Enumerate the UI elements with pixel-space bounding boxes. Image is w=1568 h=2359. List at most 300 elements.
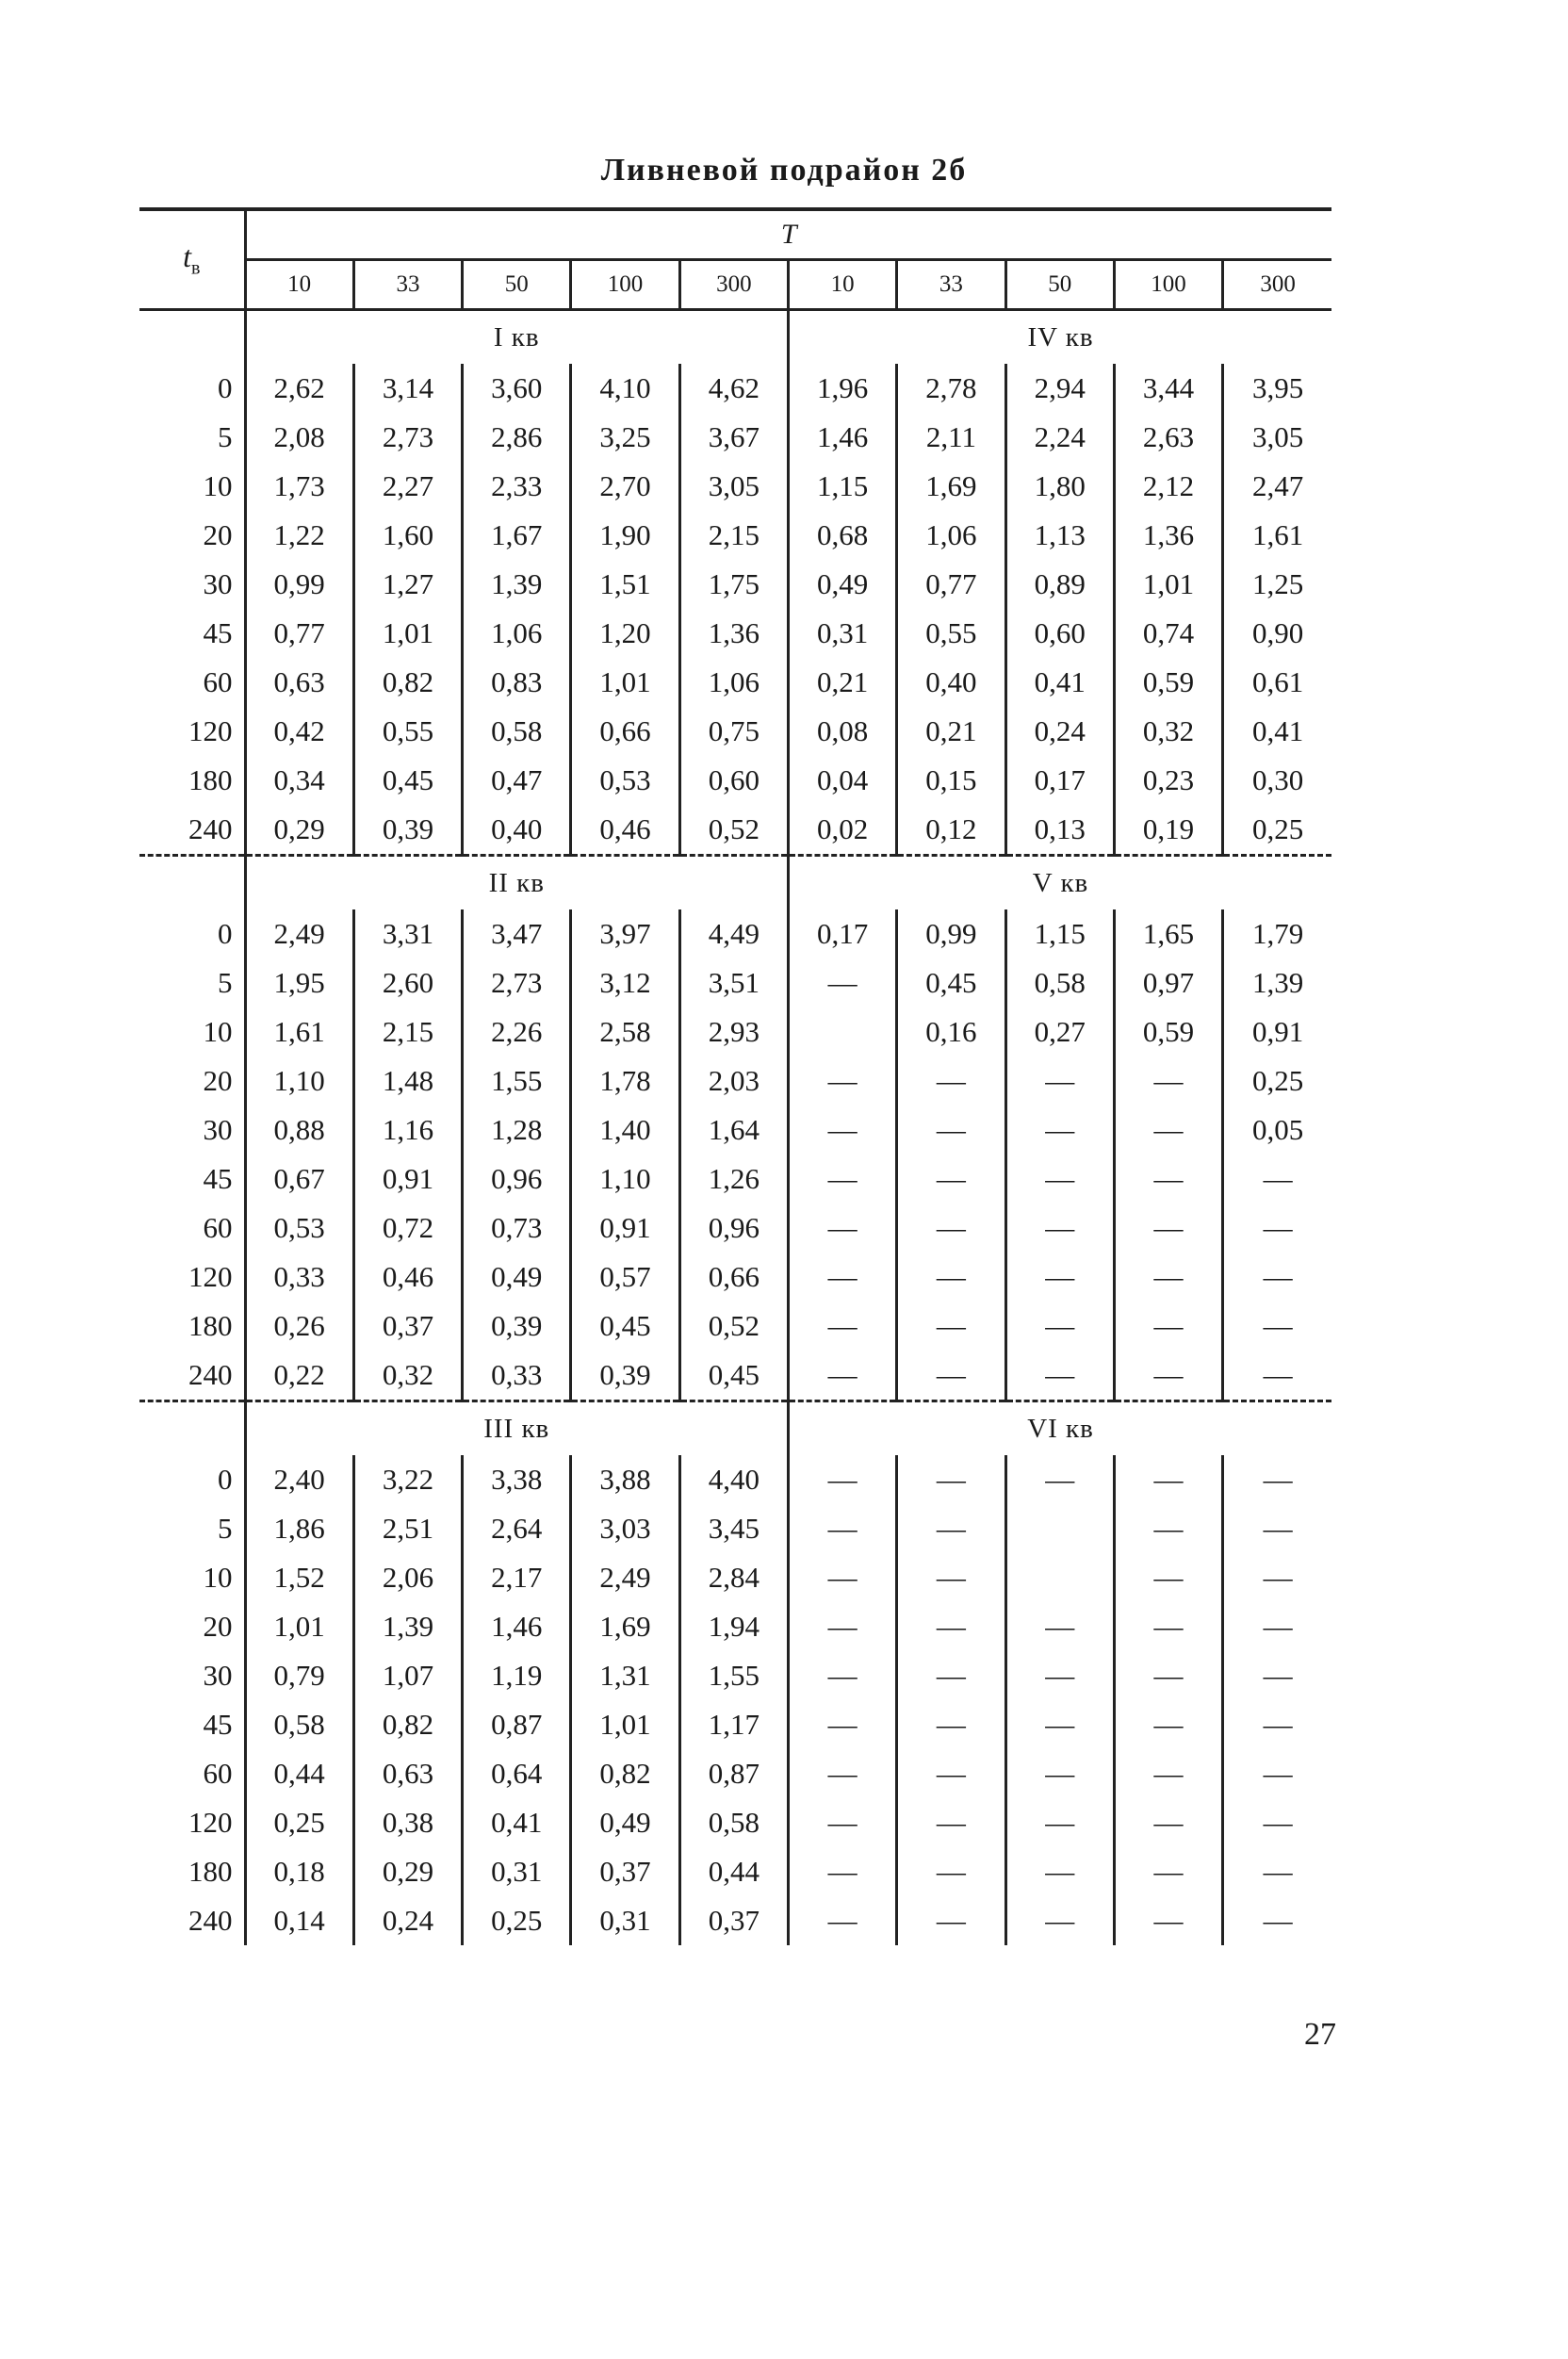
value-cell: 0,89 bbox=[1005, 560, 1114, 609]
value-cell: 0,23 bbox=[1114, 756, 1222, 805]
value-cell: 1,27 bbox=[353, 560, 462, 609]
value-cell: 1,78 bbox=[571, 1057, 679, 1106]
value-cell: — bbox=[788, 1204, 896, 1253]
value-cell: 0,53 bbox=[245, 1204, 353, 1253]
value-cell: 0,79 bbox=[245, 1651, 353, 1700]
value-cell: — bbox=[788, 1553, 896, 1602]
value-cell: 0,40 bbox=[897, 658, 1005, 707]
header-row-group bbox=[139, 209, 1331, 260]
section-spacer bbox=[139, 856, 245, 910]
value-cell: 2,49 bbox=[571, 1553, 679, 1602]
duration-cell: 60 bbox=[203, 665, 233, 698]
value-cell: 0,83 bbox=[463, 658, 571, 707]
value-cell: — bbox=[1005, 1351, 1114, 1401]
value-cell: 0,12 bbox=[897, 805, 1005, 856]
value-cell: — bbox=[788, 958, 896, 1007]
value-cell: 0,49 bbox=[788, 560, 896, 609]
value-cell: 1,31 bbox=[571, 1651, 679, 1700]
value-cell: 0,59 bbox=[1114, 658, 1222, 707]
value-cell: — bbox=[1005, 1749, 1114, 1798]
return-period-header: 100 bbox=[1114, 260, 1222, 310]
value-cell: 0,15 bbox=[897, 756, 1005, 805]
value-cell: 3,60 bbox=[463, 364, 571, 413]
value-cell: — bbox=[1223, 1798, 1331, 1847]
table-row bbox=[139, 1749, 1331, 1798]
value-cell: 1,46 bbox=[788, 413, 896, 462]
value-cell: 1,55 bbox=[679, 1651, 788, 1700]
table-row bbox=[139, 1553, 1331, 1602]
value-cell: 0,29 bbox=[245, 805, 353, 856]
duration-cell: 60 bbox=[203, 1757, 233, 1790]
value-cell: — bbox=[1114, 1553, 1222, 1602]
value-cell: 0,53 bbox=[571, 756, 679, 805]
value-cell: 0,96 bbox=[463, 1155, 571, 1204]
value-cell: — bbox=[788, 1155, 896, 1204]
value-cell: — bbox=[1223, 1351, 1331, 1401]
value-cell: 1,01 bbox=[571, 658, 679, 707]
duration-cell: 10 bbox=[203, 469, 233, 502]
value-cell: 0,04 bbox=[788, 756, 896, 805]
value-cell: 2,33 bbox=[463, 462, 571, 511]
return-period-header: 33 bbox=[353, 260, 462, 310]
value-cell: 0,49 bbox=[463, 1253, 571, 1302]
duration-cell: 180 bbox=[188, 1855, 233, 1888]
value-cell: — bbox=[897, 1504, 1005, 1553]
value-cell: — bbox=[897, 1651, 1005, 1700]
value-cell: — bbox=[788, 1896, 896, 1945]
value-cell: 1,95 bbox=[245, 958, 353, 1007]
table-row bbox=[139, 1700, 1331, 1749]
table-row bbox=[139, 1253, 1331, 1302]
value-cell: 0,60 bbox=[1005, 609, 1114, 658]
value-cell: 2,93 bbox=[679, 1007, 788, 1057]
value-cell: — bbox=[788, 1455, 896, 1504]
value-cell: 0,67 bbox=[245, 1155, 353, 1204]
table-row bbox=[139, 609, 1331, 658]
duration-cell: 180 bbox=[188, 1309, 233, 1342]
value-cell: 4,62 bbox=[679, 364, 788, 413]
value-cell: 1,19 bbox=[463, 1651, 571, 1700]
value-cell: 0,77 bbox=[897, 560, 1005, 609]
value-cell: 1,06 bbox=[679, 658, 788, 707]
value-cell: — bbox=[1114, 1847, 1222, 1896]
value-cell: — bbox=[1223, 1602, 1331, 1651]
duration-cell: 120 bbox=[188, 1260, 233, 1293]
section-label-right: VI кв bbox=[788, 1401, 1331, 1456]
value-cell: 2,24 bbox=[1005, 413, 1114, 462]
value-cell: — bbox=[1114, 1749, 1222, 1798]
value-cell: 0,29 bbox=[353, 1847, 462, 1896]
table-row bbox=[139, 658, 1331, 707]
value-cell: 0,91 bbox=[571, 1204, 679, 1253]
value-cell: 0,87 bbox=[679, 1749, 788, 1798]
value-cell: — bbox=[788, 1798, 896, 1847]
value-cell: — bbox=[1114, 1798, 1222, 1847]
value-cell: — bbox=[897, 1700, 1005, 1749]
return-period-header: 50 bbox=[1005, 260, 1114, 310]
table-row bbox=[139, 413, 1331, 462]
value-cell: 0,82 bbox=[353, 1700, 462, 1749]
value-cell: 0,02 bbox=[788, 805, 896, 856]
table-row bbox=[139, 1602, 1331, 1651]
value-cell: 0,33 bbox=[245, 1253, 353, 1302]
value-cell: 1,73 bbox=[245, 462, 353, 511]
value-cell: 0,24 bbox=[1005, 707, 1114, 756]
value-cell: 2,08 bbox=[245, 413, 353, 462]
value-cell: — bbox=[1114, 1700, 1222, 1749]
value-cell: — bbox=[788, 1504, 896, 1553]
value-cell: 1,39 bbox=[353, 1602, 462, 1651]
value-cell: — bbox=[1223, 1302, 1331, 1351]
table-header bbox=[139, 209, 1331, 310]
value-cell: 3,05 bbox=[1223, 413, 1331, 462]
value-cell: — bbox=[1005, 1700, 1114, 1749]
value-cell: 2,70 bbox=[571, 462, 679, 511]
value-cell: 0,30 bbox=[1223, 756, 1331, 805]
value-cell: 0,25 bbox=[245, 1798, 353, 1847]
value-cell: 2,27 bbox=[353, 462, 462, 511]
value-cell: 0,75 bbox=[679, 707, 788, 756]
return-period-header: 50 bbox=[463, 260, 571, 310]
section-label-left: III кв bbox=[245, 1401, 788, 1456]
value-cell: 0,26 bbox=[245, 1302, 353, 1351]
row-label-symbol: t bbox=[183, 239, 191, 274]
value-cell: — bbox=[897, 1057, 1005, 1106]
value-cell bbox=[1005, 1504, 1114, 1553]
value-cell: 4,49 bbox=[679, 909, 788, 958]
value-cell: 1,55 bbox=[463, 1057, 571, 1106]
quarter-section-row bbox=[139, 310, 1331, 365]
value-cell: 0,46 bbox=[353, 1253, 462, 1302]
value-cell: 0,99 bbox=[897, 909, 1005, 958]
value-cell: 3,12 bbox=[571, 958, 679, 1007]
value-cell: 0,31 bbox=[571, 1896, 679, 1945]
value-cell: 1,01 bbox=[353, 609, 462, 658]
value-cell: 3,05 bbox=[679, 462, 788, 511]
value-cell: 1,01 bbox=[571, 1700, 679, 1749]
value-cell: 1,07 bbox=[353, 1651, 462, 1700]
value-cell: — bbox=[1005, 1057, 1114, 1106]
table-row bbox=[139, 1351, 1331, 1401]
value-cell: 0,24 bbox=[353, 1896, 462, 1945]
value-cell: — bbox=[1114, 1351, 1222, 1401]
return-period-header: 300 bbox=[1223, 260, 1331, 310]
return-period-header: 10 bbox=[245, 260, 353, 310]
value-cell: — bbox=[788, 1106, 896, 1155]
value-cell: — bbox=[1223, 1504, 1331, 1553]
value-cell: 1,10 bbox=[571, 1155, 679, 1204]
value-cell: 2,11 bbox=[897, 413, 1005, 462]
value-cell: — bbox=[1005, 1253, 1114, 1302]
value-cell: 1,17 bbox=[679, 1700, 788, 1749]
duration-cell: 180 bbox=[188, 763, 233, 796]
value-cell: 1,25 bbox=[1223, 560, 1331, 609]
value-cell: — bbox=[788, 1602, 896, 1651]
value-cell: — bbox=[1114, 1896, 1222, 1945]
value-cell: 0,87 bbox=[463, 1700, 571, 1749]
value-cell: 0,66 bbox=[679, 1253, 788, 1302]
value-cell: 1,28 bbox=[463, 1106, 571, 1155]
duration-cell: 0 bbox=[218, 1463, 233, 1496]
value-cell: 3,47 bbox=[463, 909, 571, 958]
value-cell: 0,22 bbox=[245, 1351, 353, 1401]
value-cell: 0,32 bbox=[353, 1351, 462, 1401]
value-cell: 0,44 bbox=[245, 1749, 353, 1798]
value-cell: 0,91 bbox=[353, 1155, 462, 1204]
value-cell: 0,38 bbox=[353, 1798, 462, 1847]
section-label-left: II кв bbox=[245, 856, 788, 910]
value-cell: — bbox=[1114, 1106, 1222, 1155]
value-cell: — bbox=[897, 1106, 1005, 1155]
duration-cell: 45 bbox=[203, 1162, 233, 1195]
value-cell: — bbox=[1114, 1253, 1222, 1302]
duration-cell: 240 bbox=[188, 1904, 233, 1937]
value-cell: — bbox=[1005, 1302, 1114, 1351]
value-cell: 3,03 bbox=[571, 1504, 679, 1553]
value-cell: 1,01 bbox=[1114, 560, 1222, 609]
value-cell: 1,48 bbox=[353, 1057, 462, 1106]
value-cell: 0,45 bbox=[353, 756, 462, 805]
value-cell: 2,12 bbox=[1114, 462, 1222, 511]
value-cell: 4,10 bbox=[571, 364, 679, 413]
value-cell: — bbox=[788, 1651, 896, 1700]
value-cell: — bbox=[1114, 1204, 1222, 1253]
value-cell: 3,31 bbox=[353, 909, 462, 958]
value-cell: — bbox=[897, 1253, 1005, 1302]
value-cell: 1,90 bbox=[571, 511, 679, 560]
section-label-right: V кв bbox=[788, 856, 1331, 910]
value-cell: 0,25 bbox=[1223, 805, 1331, 856]
duration-cell: 20 bbox=[203, 1064, 233, 1097]
value-cell: 1,36 bbox=[1114, 511, 1222, 560]
table-row bbox=[139, 1651, 1331, 1700]
value-cell: — bbox=[1005, 1847, 1114, 1896]
value-cell: 3,45 bbox=[679, 1504, 788, 1553]
value-cell: — bbox=[1005, 1798, 1114, 1847]
return-period-header: 100 bbox=[571, 260, 679, 310]
value-cell: 0,37 bbox=[679, 1896, 788, 1945]
value-cell: 2,94 bbox=[1005, 364, 1114, 413]
value-cell: 0,37 bbox=[571, 1847, 679, 1896]
value-cell: 0,66 bbox=[571, 707, 679, 756]
value-cell: 1,26 bbox=[679, 1155, 788, 1204]
value-cell: 3,97 bbox=[571, 909, 679, 958]
value-cell: 1,60 bbox=[353, 511, 462, 560]
value-cell: 2,51 bbox=[353, 1504, 462, 1553]
value-cell: 1,15 bbox=[788, 462, 896, 511]
value-cell: — bbox=[897, 1204, 1005, 1253]
duration-cell: 5 bbox=[218, 966, 233, 999]
value-cell: — bbox=[1114, 1302, 1222, 1351]
duration-cell: 0 bbox=[218, 371, 233, 404]
value-cell: 1,86 bbox=[245, 1504, 353, 1553]
value-cell: 3,22 bbox=[353, 1455, 462, 1504]
value-cell: — bbox=[1005, 1204, 1114, 1253]
value-cell: 0,63 bbox=[353, 1749, 462, 1798]
value-cell: 0,21 bbox=[788, 658, 896, 707]
value-cell: — bbox=[1005, 1651, 1114, 1700]
value-cell: — bbox=[1005, 1602, 1114, 1651]
value-cell: 0,73 bbox=[463, 1204, 571, 1253]
value-cell: 0,61 bbox=[1223, 658, 1331, 707]
value-cell: 0,39 bbox=[463, 1302, 571, 1351]
value-cell: — bbox=[1005, 1896, 1114, 1945]
value-cell: 0,68 bbox=[788, 511, 896, 560]
value-cell: 0,97 bbox=[1114, 958, 1222, 1007]
section-spacer bbox=[139, 1401, 245, 1456]
value-cell: — bbox=[1223, 1455, 1331, 1504]
duration-cell: 45 bbox=[203, 616, 233, 649]
return-period-header: 300 bbox=[679, 260, 788, 310]
value-cell: 0,37 bbox=[353, 1302, 462, 1351]
table-row bbox=[139, 1007, 1331, 1057]
value-cell: 1,61 bbox=[1223, 511, 1331, 560]
value-cell: 1,01 bbox=[245, 1602, 353, 1651]
value-cell: 0,25 bbox=[463, 1896, 571, 1945]
value-cell: 2,62 bbox=[245, 364, 353, 413]
value-cell: 2,78 bbox=[897, 364, 1005, 413]
value-cell: 0,39 bbox=[571, 1351, 679, 1401]
value-cell: 4,40 bbox=[679, 1455, 788, 1504]
section-label-left: I кв bbox=[245, 310, 788, 365]
value-cell: 0,55 bbox=[897, 609, 1005, 658]
value-cell: 2,84 bbox=[679, 1553, 788, 1602]
header-row-periods bbox=[139, 260, 1331, 310]
value-cell: 3,38 bbox=[463, 1455, 571, 1504]
value-cell: 0,21 bbox=[897, 707, 1005, 756]
value-cell: — bbox=[788, 1700, 896, 1749]
page-number: 27 bbox=[1304, 2017, 1336, 2052]
value-cell: 3,14 bbox=[353, 364, 462, 413]
value-cell: 0,31 bbox=[463, 1847, 571, 1896]
return-period-header: 10 bbox=[788, 260, 896, 310]
value-cell: 0,18 bbox=[245, 1847, 353, 1896]
value-cell: 0,08 bbox=[788, 707, 896, 756]
value-cell: 1,39 bbox=[463, 560, 571, 609]
value-cell: 0,64 bbox=[463, 1749, 571, 1798]
value-cell: 1,65 bbox=[1114, 909, 1222, 958]
table-row bbox=[139, 1896, 1331, 1945]
value-cell: — bbox=[897, 1798, 1005, 1847]
value-cell: — bbox=[1223, 1749, 1331, 1798]
value-cell: — bbox=[897, 1351, 1005, 1401]
value-cell: 0,13 bbox=[1005, 805, 1114, 856]
value-cell: 3,95 bbox=[1223, 364, 1331, 413]
value-cell: — bbox=[897, 1602, 1005, 1651]
value-cell: — bbox=[1114, 1057, 1222, 1106]
value-cell: 1,22 bbox=[245, 511, 353, 560]
value-cell: 2,15 bbox=[353, 1007, 462, 1057]
value-cell: 0,05 bbox=[1223, 1106, 1331, 1155]
table-row bbox=[139, 1204, 1331, 1253]
value-cell: — bbox=[1223, 1700, 1331, 1749]
value-cell: 2,40 bbox=[245, 1455, 353, 1504]
value-cell: — bbox=[1114, 1504, 1222, 1553]
value-cell: 0,72 bbox=[353, 1204, 462, 1253]
value-cell: 0,52 bbox=[679, 1302, 788, 1351]
duration-cell: 240 bbox=[188, 812, 233, 845]
value-cell: 0,60 bbox=[679, 756, 788, 805]
return-period-header: 33 bbox=[897, 260, 1005, 310]
table-row bbox=[139, 756, 1331, 805]
value-cell: — bbox=[1114, 1651, 1222, 1700]
table-row bbox=[139, 1302, 1331, 1351]
table-row bbox=[139, 707, 1331, 756]
value-cell: — bbox=[897, 1302, 1005, 1351]
value-cell: 2,17 bbox=[463, 1553, 571, 1602]
value-cell: — bbox=[1223, 1847, 1331, 1896]
value-cell: 0,34 bbox=[245, 756, 353, 805]
duration-cell: 5 bbox=[218, 1512, 233, 1545]
value-cell: — bbox=[1114, 1155, 1222, 1204]
table-row bbox=[139, 511, 1331, 560]
value-cell: 0,91 bbox=[1223, 1007, 1331, 1057]
value-cell: 1,36 bbox=[679, 609, 788, 658]
table-row bbox=[139, 364, 1331, 413]
value-cell: 1,16 bbox=[353, 1106, 462, 1155]
duration-cell: 30 bbox=[203, 1113, 233, 1146]
value-cell: 1,67 bbox=[463, 511, 571, 560]
value-cell: 0,45 bbox=[679, 1351, 788, 1401]
value-cell: — bbox=[897, 1749, 1005, 1798]
value-cell: 1,13 bbox=[1005, 511, 1114, 560]
value-cell: 0,45 bbox=[897, 958, 1005, 1007]
value-cell: 1,96 bbox=[788, 364, 896, 413]
value-cell: — bbox=[788, 1253, 896, 1302]
table-row bbox=[139, 1504, 1331, 1553]
duration-cell: 120 bbox=[188, 714, 233, 747]
value-cell: 0,58 bbox=[1005, 958, 1114, 1007]
value-cell: 0,82 bbox=[353, 658, 462, 707]
value-cell: 0,32 bbox=[1114, 707, 1222, 756]
value-cell: — bbox=[1223, 1896, 1331, 1945]
value-cell: 2,63 bbox=[1114, 413, 1222, 462]
page-title: Ливневой подрайон 2б bbox=[600, 153, 968, 188]
value-cell: — bbox=[897, 1155, 1005, 1204]
duration-cell: 10 bbox=[203, 1561, 233, 1594]
value-cell: 0,39 bbox=[353, 805, 462, 856]
row-label-header bbox=[139, 209, 245, 310]
section-label-right: IV кв bbox=[788, 310, 1331, 365]
value-cell: 2,47 bbox=[1223, 462, 1331, 511]
row-label-subscript: в bbox=[190, 257, 201, 279]
value-cell: 0,57 bbox=[571, 1253, 679, 1302]
value-cell: — bbox=[1114, 1455, 1222, 1504]
table-row bbox=[139, 1057, 1331, 1106]
value-cell: — bbox=[897, 1455, 1005, 1504]
value-cell: 1,75 bbox=[679, 560, 788, 609]
table-body bbox=[139, 310, 1331, 1946]
table-row bbox=[139, 1455, 1331, 1504]
duration-cell: 120 bbox=[188, 1806, 233, 1839]
duration-cell: 0 bbox=[218, 917, 233, 950]
rainfall-intensity-table bbox=[139, 207, 1331, 1945]
duration-cell: 5 bbox=[218, 420, 233, 453]
value-cell: — bbox=[788, 1302, 896, 1351]
duration-cell: 240 bbox=[188, 1358, 233, 1391]
duration-cell: 45 bbox=[203, 1708, 233, 1741]
value-cell: — bbox=[897, 1847, 1005, 1896]
return-period-group-header: T bbox=[245, 209, 1331, 260]
value-cell: 0,74 bbox=[1114, 609, 1222, 658]
value-cell: 1,79 bbox=[1223, 909, 1331, 958]
value-cell: 0,27 bbox=[1005, 1007, 1114, 1057]
value-cell: 2,73 bbox=[353, 413, 462, 462]
value-cell: 0,45 bbox=[571, 1302, 679, 1351]
duration-cell: 20 bbox=[203, 1610, 233, 1643]
duration-cell: 20 bbox=[203, 518, 233, 551]
value-cell: 1,40 bbox=[571, 1106, 679, 1155]
